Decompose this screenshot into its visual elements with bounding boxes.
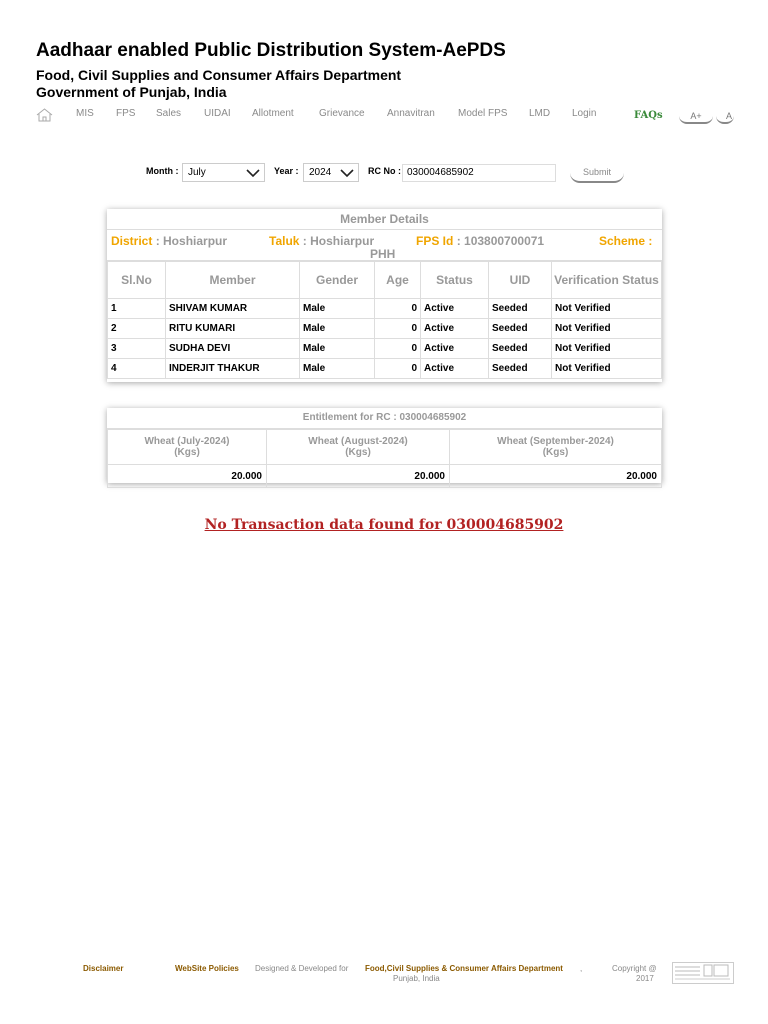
nav-uidai[interactable]: UIDAI (204, 108, 231, 119)
scheme-info (599, 234, 652, 248)
scheme-separator: : (648, 234, 653, 248)
cell-status: Active (421, 359, 489, 379)
cell-verification: Not Verified (552, 359, 662, 379)
cell-member: SUDHA DEVI (166, 339, 300, 359)
cell-verification: Not Verified (552, 339, 662, 359)
cell-age: 0 (375, 339, 421, 359)
table-row (108, 359, 662, 379)
website-policies-link[interactable]: WebSite Policies (175, 964, 239, 973)
cell-wheat-july: 20.000 (108, 465, 267, 488)
cell-wheat-august: 20.000 (267, 465, 450, 488)
col-wheat-september: Wheat (September-2024) (Kgs) (450, 430, 662, 465)
member-details-caption: Member Details (107, 209, 662, 230)
col-verification-status: Verification Status (552, 262, 662, 299)
no-transaction-message: No Transaction data found for 030004685902 (204, 517, 564, 533)
nic-logo-icon (672, 962, 734, 984)
footer-comma: , (580, 964, 583, 973)
fps-info (416, 234, 544, 248)
home-icon[interactable] (36, 108, 53, 122)
district-label: District (111, 234, 153, 248)
col-member: Member (166, 262, 300, 299)
location-text: Punjab, India (393, 974, 440, 983)
col-gender: Gender (300, 262, 375, 299)
cell-member: SHIVAM KUMAR (166, 299, 300, 319)
cell-gender: Male (300, 299, 375, 319)
nav-mis[interactable]: MIS (76, 108, 94, 119)
nav-grievance[interactable]: Grievance (319, 108, 365, 119)
cell-uid: Seeded (489, 319, 552, 339)
col-age: Age (375, 262, 421, 299)
chevron-down-icon (340, 168, 354, 178)
department-name: Food, Civil Supplies and Consumer Affairs Department (36, 67, 402, 83)
col-wheat-august: Wheat (August-2024) (Kgs) (267, 430, 450, 465)
fps-value: : 103800700071 (456, 234, 545, 248)
district-info (111, 234, 227, 248)
taluk-info (269, 234, 374, 248)
scheme-label: Scheme (599, 234, 646, 248)
cell-uid: Seeded (489, 359, 552, 379)
entitlement-header (108, 430, 662, 465)
year-value: 2024 (309, 167, 332, 178)
district-value: : Hoshiarpur (155, 234, 228, 248)
member-details-card (107, 209, 662, 382)
font-increase-button[interactable]: A+ (679, 108, 713, 124)
col-wheat-july: Wheat (July-2024) (Kgs) (108, 430, 267, 465)
fps-label: FPS Id (416, 234, 454, 248)
font-normal-button[interactable]: A (716, 108, 734, 124)
col-slno: Sl.No (108, 262, 166, 299)
cell-gender: Male (300, 319, 375, 339)
cell-wheat-september: 20.000 (450, 465, 662, 488)
cell-status: Active (421, 319, 489, 339)
col-status: Status (421, 262, 489, 299)
table-row (108, 465, 662, 488)
department-link[interactable]: Food,Civil Supplies & Consumer Affairs Department (365, 964, 563, 973)
entitlement-caption: Entitlement for RC : 030004685902 (107, 408, 662, 429)
rc-label: RC No : (368, 166, 401, 176)
nav-lmd[interactable]: LMD (529, 108, 551, 119)
cell-member: RITU KUMARI (166, 319, 300, 339)
year-label: Year : (274, 166, 299, 176)
entitlement-card (107, 408, 662, 483)
scheme-value: PHH (370, 247, 396, 261)
cell-uid: Seeded (489, 339, 552, 359)
month-select[interactable] (182, 163, 265, 182)
cell-slno: 4 (108, 359, 166, 379)
year-select[interactable] (303, 163, 359, 182)
cell-member: INDERJIT THAKUR (166, 359, 300, 379)
cell-gender: Male (300, 359, 375, 379)
cell-gender: Male (300, 339, 375, 359)
nav-sales[interactable]: Sales (156, 108, 182, 119)
cell-age: 0 (375, 359, 421, 379)
cell-slno: 3 (108, 339, 166, 359)
cell-slno: 1 (108, 299, 166, 319)
card-info-row (107, 230, 662, 261)
cell-verification: Not Verified (552, 319, 662, 339)
cell-age: 0 (375, 299, 421, 319)
designed-by-text: Designed & Developed for (255, 964, 349, 973)
table-row (108, 319, 662, 339)
entitlement-table (107, 429, 662, 488)
cell-status: Active (421, 299, 489, 319)
cell-slno: 2 (108, 319, 166, 339)
member-table-header (108, 262, 662, 299)
month-label: Month : (146, 166, 179, 176)
cell-verification: Not Verified (552, 299, 662, 319)
nav-fps[interactable]: FPS (116, 108, 136, 119)
government-name: Government of Punjab, India (36, 84, 227, 100)
submit-button[interactable]: Submit (570, 163, 624, 183)
table-row (108, 339, 662, 359)
cell-uid: Seeded (489, 299, 552, 319)
nav-login[interactable]: Login (572, 108, 597, 119)
taluk-label: Taluk (269, 234, 300, 248)
rc-number-input[interactable]: 030004685902 (402, 164, 556, 182)
cell-status: Active (421, 339, 489, 359)
chevron-down-icon (246, 168, 260, 178)
copyright-year: 2017 (636, 974, 654, 983)
copyright-text: Copyright @ (612, 964, 657, 973)
member-table (107, 261, 662, 379)
cell-age: 0 (375, 319, 421, 339)
nav-model-fps[interactable]: Model FPS (458, 108, 508, 119)
page-title: Aadhaar enabled Public Distribution System-AePDS (36, 40, 506, 61)
nav-faqs[interactable]: FAQs (634, 110, 663, 121)
disclaimer-link[interactable]: Disclaimer (83, 964, 124, 973)
nav-annavitran[interactable]: Annavitran (387, 108, 435, 119)
taluk-value: : Hoshiarpur (302, 234, 375, 248)
col-uid: UID (489, 262, 552, 299)
nav-allotment[interactable]: Allotment (252, 108, 294, 119)
table-row (108, 299, 662, 319)
month-value: July (188, 167, 206, 178)
